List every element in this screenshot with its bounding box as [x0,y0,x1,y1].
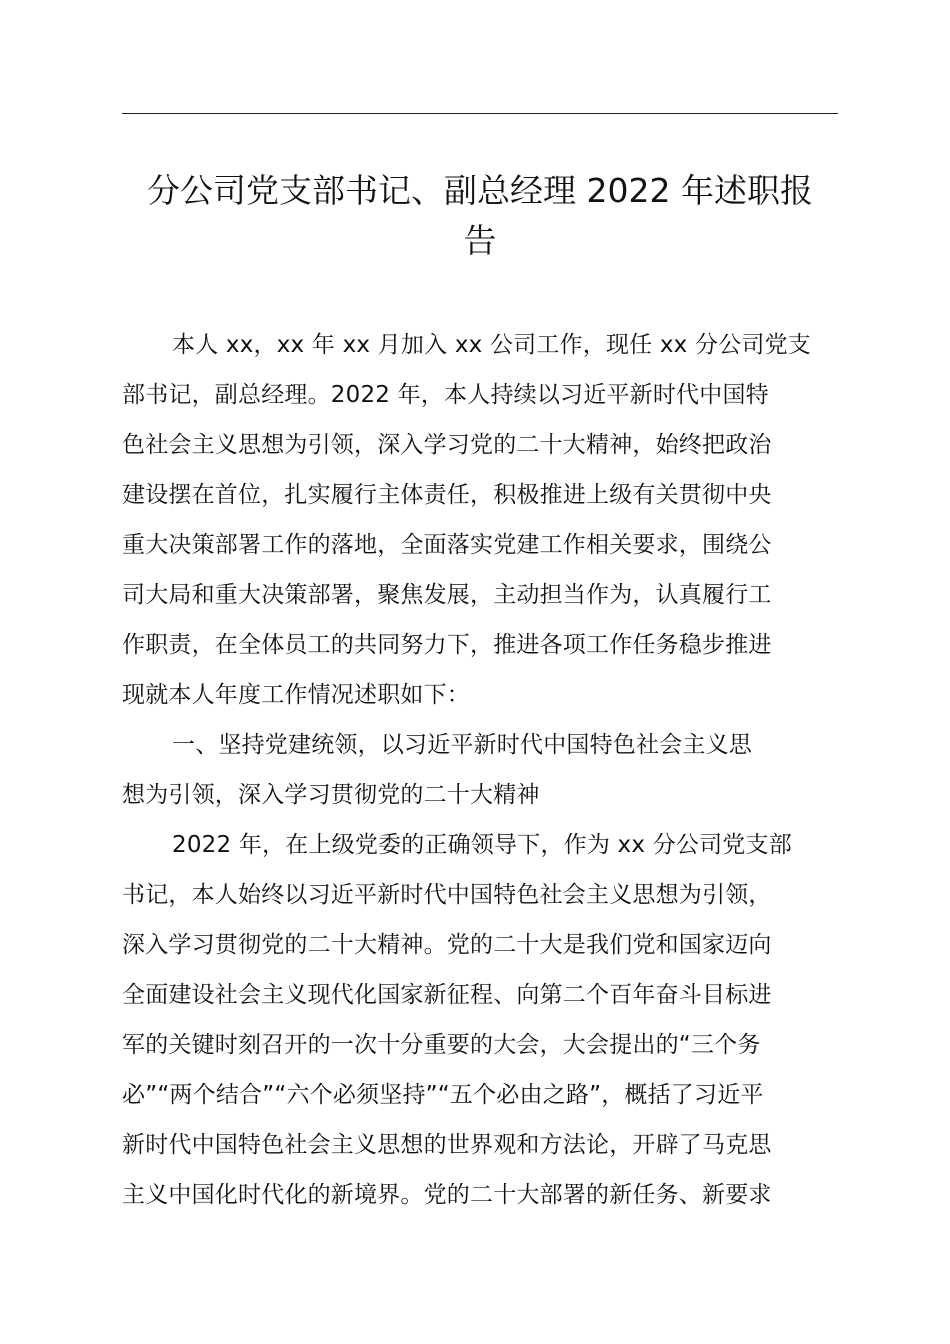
paragraph-line: 现就本人年度工作情况述职如下： [122,682,470,708]
paragraph-line: 军的关键时刻召开的一次十分重要的大会，大会提出的“三个务 [122,1032,761,1058]
paragraph-line: 深入学习贯彻党的二十大精神。党的二十大是我们党和国家迈向 [122,932,772,958]
paragraph-line: 必”“两个结合”“六个必须坚持”“五个必由之路”，概括了习近平 [122,1082,764,1108]
paragraph-line: 色社会主义思想为引领，深入学习党的二十大精神，始终把政治 [122,432,772,458]
paragraph-line: 2022 年，在上级党委的正确领导下，作为 xx 分公司党支部 [172,832,792,858]
paragraph-line: 重大决策部署工作的落地，全面落实党建工作相关要求，围绕公 [122,532,772,558]
paragraph-line: 主义中国化时代化的新境界。党的二十大部署的新任务、新要求 [122,1182,772,1208]
title-line: 分公司党支部书记、副总经理 2022 年述职报 [147,171,813,210]
document-title [122,166,838,266]
paragraph-line: 作职责，在全体员工的共同努力下，推进各项工作任务稳步推进 [122,632,772,658]
paragraph [122,320,838,720]
paragraph-line: 想为引领，深入学习贯彻党的二十大精神 [122,782,540,808]
section-heading [122,720,838,820]
paragraph-line: 建设摆在首位，扎实履行主体责任，积极推进上级有关贯彻中央 [122,482,772,508]
paragraph-line: 部书记，副总经理。2022 年，本人持续以习近平新时代中国特 [122,382,769,408]
header-rule [122,113,838,114]
document-body [122,320,838,1220]
paragraph-line: 全面建设社会主义现代化国家新征程、向第二个百年奋斗目标进 [122,982,772,1008]
paragraph-line: 书记，本人始终以习近平新时代中国特色社会主义思想为引领， [122,882,772,908]
paragraph-line: 本人 xx，xx 年 xx 月加入 xx 公司工作，现任 xx 分公司党支 [172,332,812,358]
paragraph-line: 司大局和重大决策部署，聚焦发展，主动担当作为，认真履行工 [122,582,772,608]
paragraph [122,820,838,1220]
paragraph-line: 新时代中国特色社会主义思想的世界观和方法论，开辟了马克思 [122,1132,772,1158]
title-line: 告 [463,221,497,260]
paragraph-line: 一、坚持党建统领，以习近平新时代中国特色社会主义思 [172,732,752,758]
